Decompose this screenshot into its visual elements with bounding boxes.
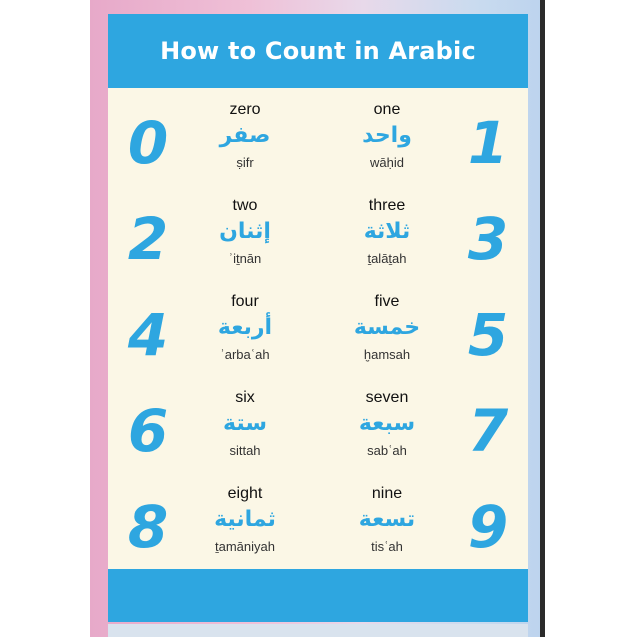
- arabic-word: خمسة: [353, 315, 421, 340]
- english-word: one: [373, 101, 401, 118]
- digit-numeral: 7: [467, 397, 509, 465]
- number-word-cell: [322, 292, 452, 366]
- number-row: [108, 196, 528, 292]
- transliteration: ṣifr: [236, 155, 254, 170]
- digit-numeral: 1: [467, 109, 509, 177]
- arabic-word: سبعة: [358, 411, 416, 436]
- number-word-cell: [322, 388, 452, 462]
- english-word: seven: [365, 389, 409, 406]
- transliteration: sabʿah: [367, 443, 407, 458]
- transliteration: ṯalāṯah: [367, 251, 407, 266]
- english-word: nine: [371, 485, 403, 502]
- digit-numeral: 0: [127, 109, 169, 177]
- transliteration: ʾiṯnān: [228, 251, 262, 266]
- number-row: [108, 292, 528, 388]
- number-word-cell: [322, 484, 452, 558]
- transliteration: wāḥid: [370, 155, 404, 170]
- digit-numeral: 9: [467, 493, 509, 561]
- arabic-word: صفر: [219, 123, 271, 148]
- digit-numeral: 5: [467, 301, 509, 369]
- transliteration: sittah: [229, 443, 261, 458]
- english-word: six: [235, 389, 255, 406]
- arabic-word: إثنان: [219, 219, 271, 244]
- number-word-cell: [322, 196, 452, 270]
- digit-numeral: 4: [127, 301, 169, 369]
- english-word: zero: [229, 101, 261, 118]
- arabic-word: واحد: [362, 123, 412, 148]
- arabic-word: ثلاثة: [363, 219, 411, 244]
- right-edge-shadow: [540, 0, 545, 637]
- digit-numeral: 8: [127, 493, 169, 561]
- transliteration: ʾarbaʿah: [220, 347, 270, 362]
- digit-numeral: 6: [127, 397, 169, 465]
- number-row: [108, 100, 528, 196]
- bottom-strip: [108, 624, 528, 637]
- arabic-word: ثمانية: [214, 507, 276, 532]
- transliteration: ḫamsah: [363, 347, 411, 362]
- digit-numeral: 3: [467, 205, 509, 273]
- english-word: four: [231, 293, 259, 310]
- number-word-cell: [180, 196, 310, 270]
- number-word-cell: [322, 100, 452, 174]
- number-word-cell: [180, 292, 310, 366]
- arabic-word: تسعة: [358, 507, 416, 532]
- poster-footer-band: [108, 569, 528, 622]
- english-word: three: [368, 197, 406, 214]
- number-word-cell: [180, 100, 310, 174]
- number-word-cell: [180, 388, 310, 462]
- transliteration: tisʿah: [371, 539, 403, 554]
- arabic-numbers-poster: [108, 14, 528, 622]
- arabic-word: ستة: [223, 411, 267, 436]
- number-row: [108, 484, 528, 580]
- number-word-cell: [180, 484, 310, 558]
- arabic-word: أربعة: [217, 315, 273, 340]
- digit-numeral: 2: [127, 205, 169, 273]
- poster-header: [108, 14, 528, 88]
- number-row: [108, 388, 528, 484]
- english-word: eight: [227, 485, 263, 502]
- poster-title: How to Count in Arabic: [160, 37, 476, 65]
- english-word: two: [232, 197, 258, 214]
- english-word: five: [374, 293, 400, 310]
- transliteration: ṯamāniyah: [215, 539, 275, 554]
